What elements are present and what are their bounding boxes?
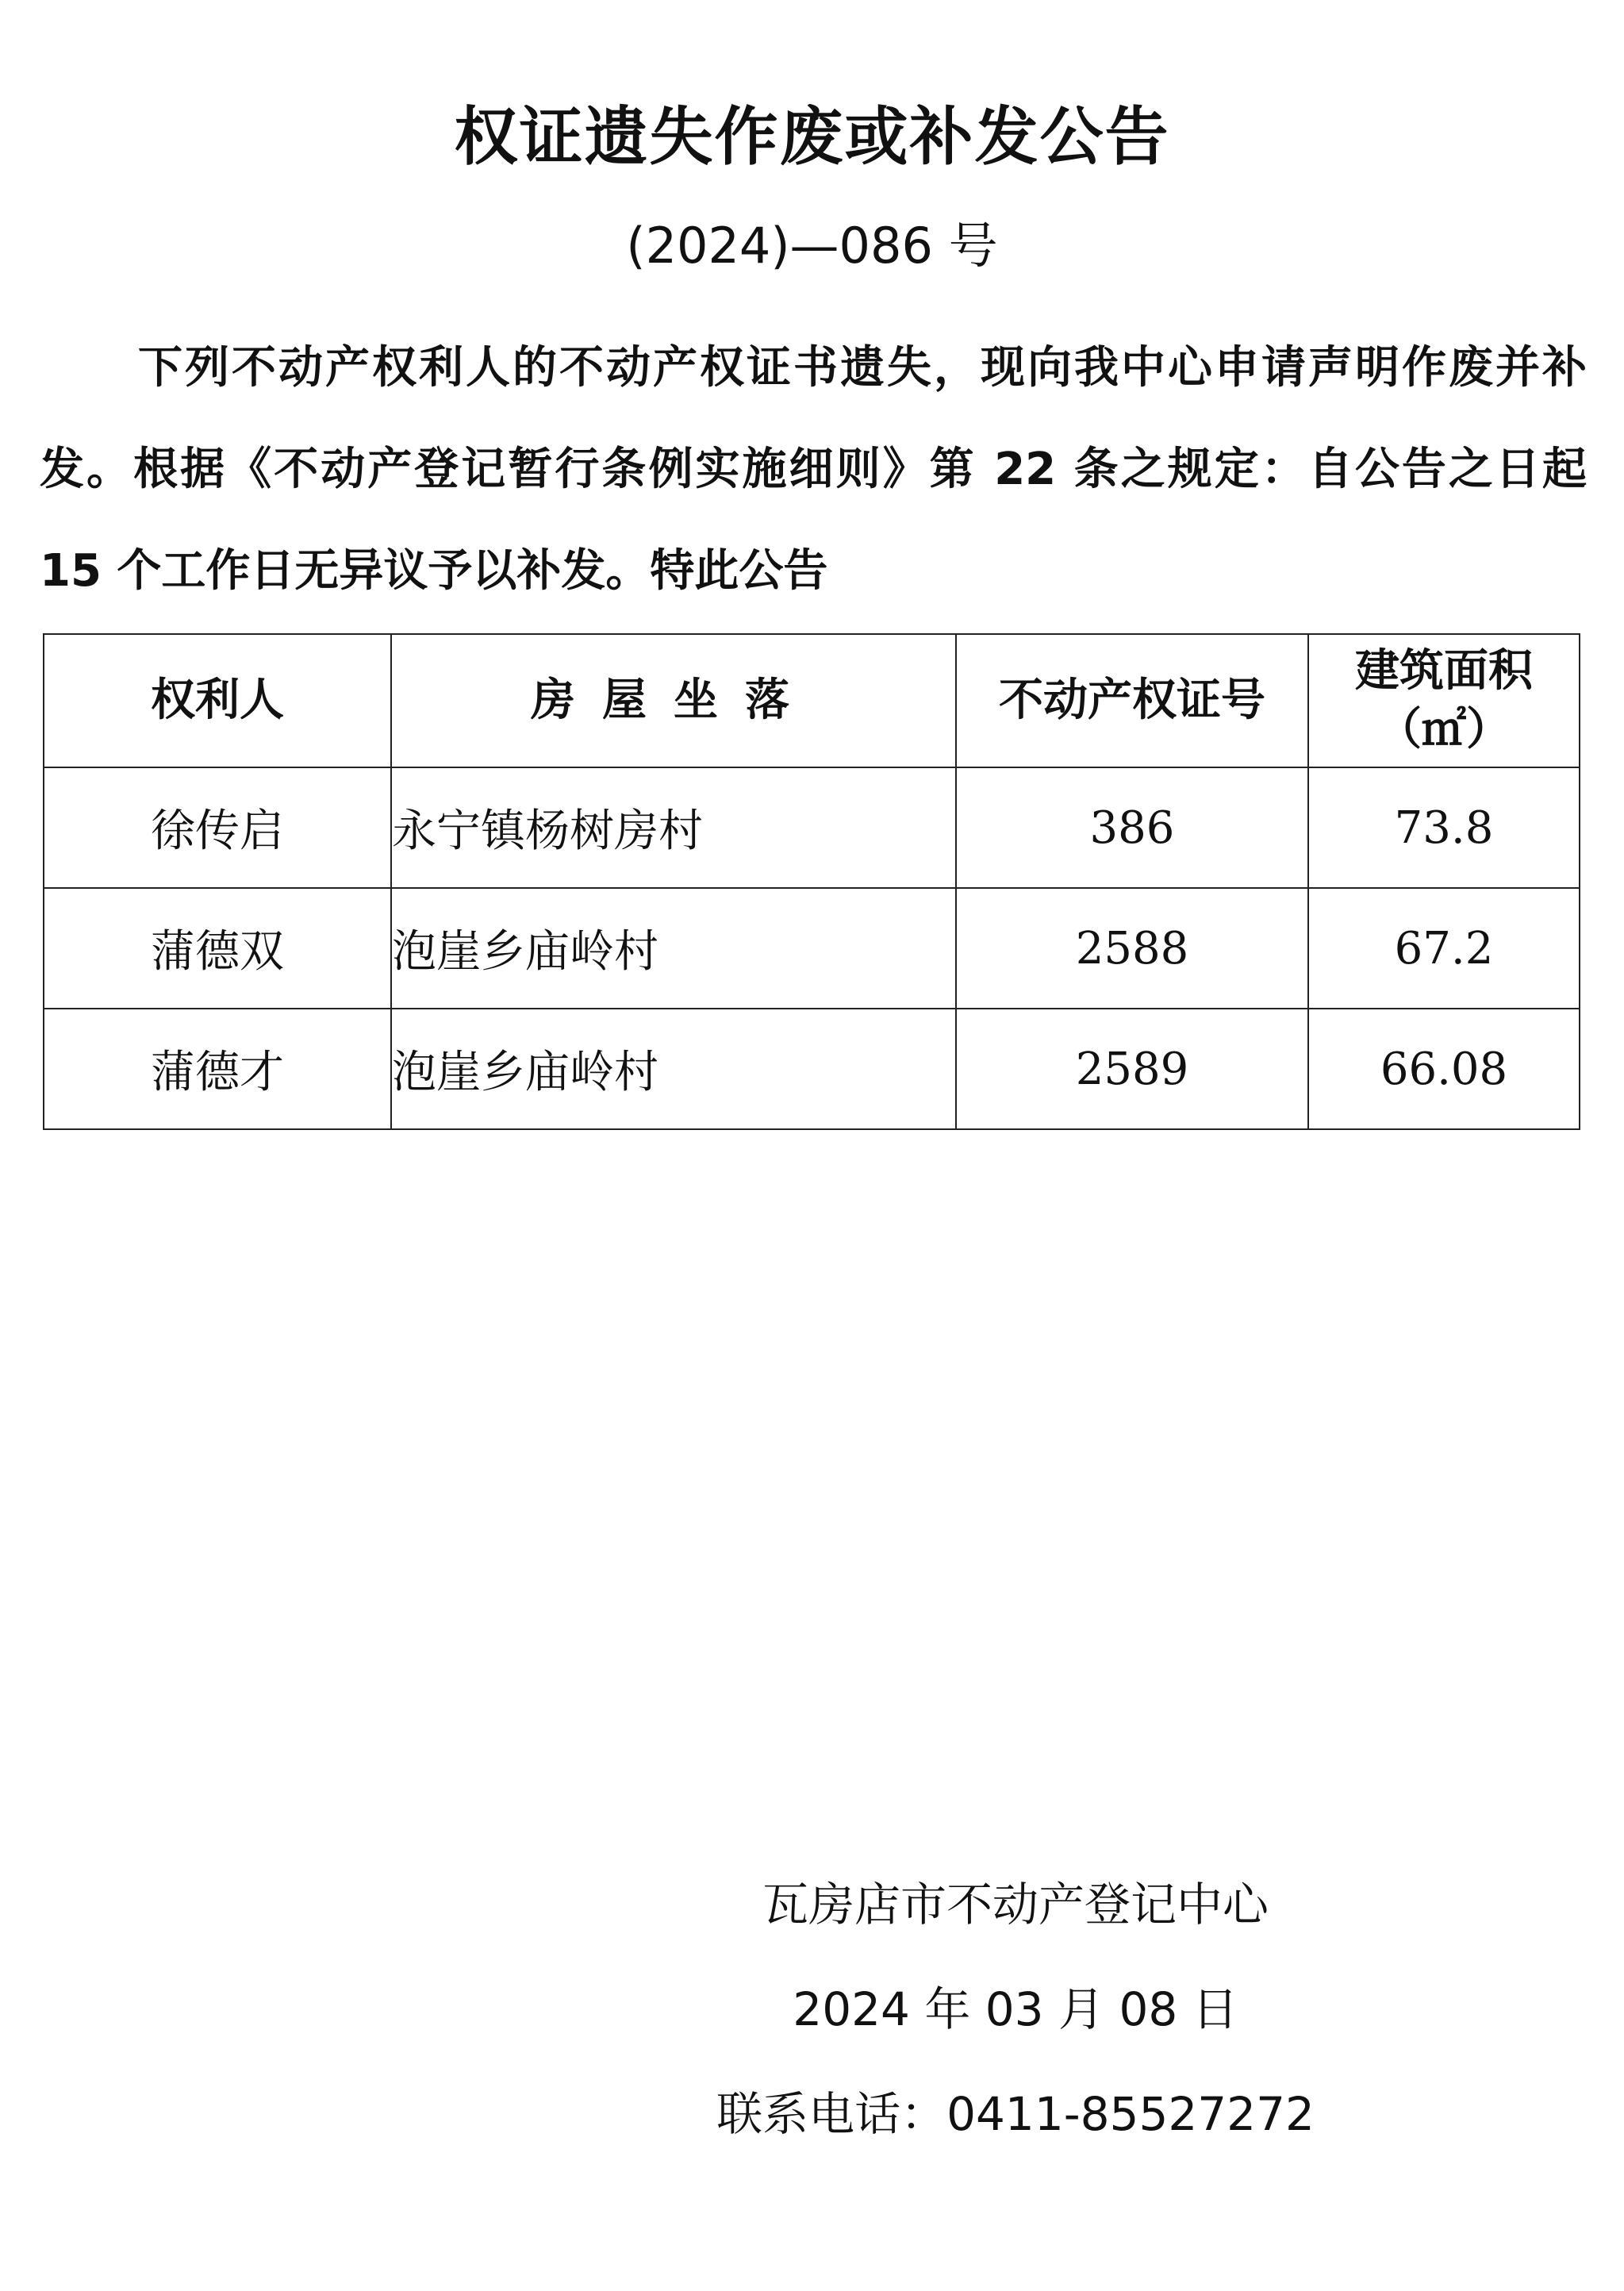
announcement-body: 下列不动产权利人的不动产权证书遗失，现向我中心申请声明作废并补发。根据《不动产登记暂行条例实施细则》第 22 条之规定：自公告之日起 15 个工作日无异议予以补发。特此公告: [40, 342, 1587, 597]
table-header-row: [44, 634, 1580, 767]
table-row: [44, 767, 1580, 888]
header-area-label: 建筑面积: [1355, 645, 1533, 697]
header-address: [391, 634, 956, 767]
records-table: [43, 633, 1580, 1130]
cell-certificate: 386: [956, 767, 1308, 888]
cell-address: 泡崖乡庙岭村: [391, 1009, 956, 1129]
table-row: [44, 1009, 1580, 1129]
page-title: 权证遗失作废或补发公告: [454, 100, 1170, 174]
header-address-label: 房屋坐落: [531, 675, 816, 726]
issuing-organization: 瓦房店市不动产登记中心: [762, 1878, 1269, 1932]
contact-phone: 联系电话：0411-85527272: [716, 2087, 1315, 2141]
document-number: (2024)—086 号: [626, 217, 998, 275]
header-area: [1308, 634, 1580, 767]
cell-holder: 蒲德双: [44, 888, 391, 1009]
cell-area: 67.2: [1308, 888, 1580, 1009]
cell-holder: 徐传启: [44, 767, 391, 888]
header-holder: 权利人: [44, 634, 391, 767]
cell-area: 73.8: [1308, 767, 1580, 888]
table-row: [44, 888, 1580, 1009]
cell-certificate: 2589: [956, 1009, 1308, 1129]
issue-date: 2024 年 03 月 08 日: [793, 1982, 1238, 2036]
cell-certificate: 2588: [956, 888, 1308, 1009]
cell-address: 永宁镇杨树房村: [391, 767, 956, 888]
cell-area: 66.08: [1308, 1009, 1580, 1129]
cell-address: 泡崖乡庙岭村: [391, 888, 956, 1009]
header-certificate: 不动产权证号: [956, 634, 1308, 767]
header-area-unit: （㎡）: [1377, 704, 1511, 755]
cell-holder: 蒲德才: [44, 1009, 391, 1129]
